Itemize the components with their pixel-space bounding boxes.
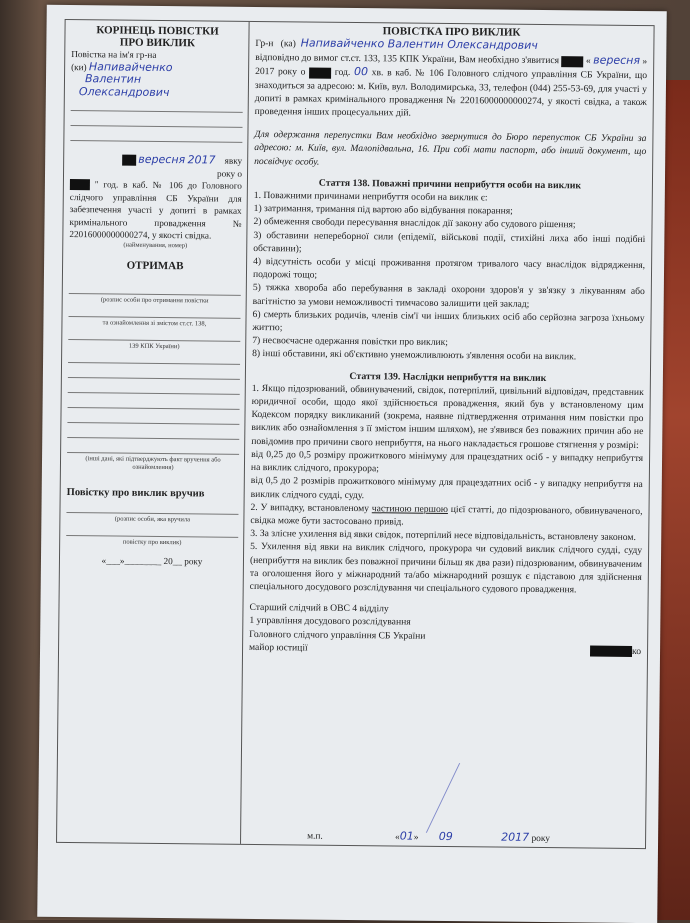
- article-138-item: 1) затримання, тримання під вартою або відбування покарання;: [253, 203, 513, 217]
- article-138-item: 7) несвоєчасне одержання повістки про виклик;: [252, 335, 449, 349]
- signature-block: [249, 601, 642, 658]
- stub-addressee-label: Повістка на ім'я гр-на: [71, 49, 157, 60]
- stub-blank-line: [71, 98, 243, 113]
- stub-name-caption: (найменування, номер): [123, 241, 188, 249]
- article-138-title: Стаття 138. Поважні причини неприбуття особи на виклик: [318, 177, 582, 192]
- stub-blank-line: [68, 395, 240, 410]
- summons-pass-note: Для одержання перепустки Вам необхідно звернутися до Бюро перепусток СБ України за адресою: м. Київ, вул. Малопідвальна, 16. При собі мати паспорт, або інший документ, що посвідчує особу.: [254, 129, 647, 168]
- signer-surname-suffix: ко: [632, 645, 642, 657]
- stub-handed-label: Повістку про виклик вручив: [66, 487, 205, 500]
- article-138-item: 6) смерть близьких родичів, членів сім'ї чи інших близьких осіб або серйозна загроза їхньому життю;: [252, 308, 645, 334]
- stub-caption-handed: (розпис особи, яка вручила: [114, 515, 191, 523]
- stub-caption-received: (розпис особи про отримання повістки: [100, 296, 209, 305]
- stub-title-line-2: ПРО ВИКЛИК: [119, 36, 196, 50]
- stub-date-line: «___»________ 20__ року: [101, 554, 203, 566]
- summons-handwritten-minutes: 00: [353, 65, 369, 79]
- summons-handwritten-name: Напивайченко Валентин Олександрович: [300, 36, 538, 52]
- article-139-p1a: від 0,25 до 0,5 розміру прожиткового мінімуму для працездатних осіб - у випадку неприбуття на виклик слідчого, прокурора;: [250, 448, 644, 475]
- stub-blank-line: [66, 500, 238, 515]
- redaction-box: [590, 646, 632, 657]
- article-139-p1b: від 0,5 до 2 розмірів прожиткового мінімуму для працездатних осіб - у випадку неприбуття на виклик слідчого судді, суду.: [250, 475, 643, 501]
- article-138-item: 4) відсутність особи у місці проживання протягом тривалого часу внаслідок відрядження, подорожі тощо;: [252, 256, 646, 281]
- article-138-item: 5) тяжка хвороба або перебування в закладі охорони здоров'я у зв'язку з лікуванням або вагітністю за умови неможливості тимчасово залишити цей заклад;: [252, 282, 645, 310]
- signer-rank: майор юстиції: [249, 641, 308, 654]
- article-139-p2-b: цієї статті, до підозрюваного, обвинуваченого, свідка може бути застосовано привід.: [250, 503, 643, 528]
- summons-document: [37, 5, 667, 923]
- stub-appear-label: явку: [224, 155, 243, 166]
- stub-blank-line: [66, 523, 238, 538]
- stub-ki: (ки): [71, 61, 87, 72]
- signer-line-4: [249, 641, 641, 658]
- signer-line-3: Головного слідчого управління СБ України: [249, 628, 426, 642]
- article-138-list: [252, 189, 646, 365]
- summons-p1b-text: 2017 року о: [255, 66, 306, 78]
- summons-title: ПОВІСТКА ПРО ВИКЛИК: [382, 25, 521, 39]
- stub-handwritten-year: 2017: [187, 153, 216, 167]
- redaction-box: [561, 56, 583, 67]
- summons-paragraph-1: відповідно до вимог ст.ст. 133, 135 КПК України, Вам необхідно з'явитися « вересня » 2017 року о год. 00 хв. в каб. № 106 Головного слідчого управління СБ України, що знаходиться за адресою: м. Київ, вул. Володимирська, 33, телефон (044) 255-53-69, для участі у допиті в рамках кримінального провадження № 22016000000000274, у якості свідка, а також проведення інших процесуальних дій.: [254, 52, 648, 119]
- stub-blank-line: [67, 425, 239, 440]
- stub-handwritten-firstname: Валентин: [84, 72, 142, 86]
- summons-p1c-text: хв. в каб. № 106 Головного слідчого управління СБ України, що знаходиться за адресою: м. Київ, вул. Володимирська, 33, телефон (044) 255-53-69, для участі у допиті в рамках кримінального провадження № 22016000000000274, у якості свідка, а також проведення інших процесуальних дій.: [254, 67, 648, 119]
- footer-handwritten-day: 01: [399, 829, 414, 843]
- redaction-box: [122, 155, 136, 166]
- redaction-box: [70, 179, 90, 190]
- stub-column: [66, 24, 244, 568]
- redaction-box: [309, 67, 331, 78]
- stub-blank-line: [69, 281, 241, 296]
- stub-blank-line: [68, 380, 240, 395]
- handwritten-signature: [426, 763, 590, 834]
- summons-footer: м.п. «01» 09 2017 року: [307, 829, 551, 845]
- summons-ka-label: (ка): [280, 38, 296, 50]
- summons-p1-text: відповідно до вимог ст.ст. 133, 135 КПК України, Вам необхідно з'явитися: [255, 52, 560, 67]
- article-139-p5: 5. Ухилення від явки на виклик слідчого, прокурора чи судовий виклик слідчого судді, суду (неприбуття на виклик без поважної причини більш як два рази) підозрюваним, обвинуваченим та оголошення його у міжнародний та/або міжнародний розшук є підставою для здійснення спеціального досудового розслідування чи спеціального судового провадження.: [249, 541, 643, 596]
- article-138-item: 8) інші обставини, які об'єктивно унеможливлюють з'явлення особи на виклик.: [252, 348, 577, 363]
- signer-surname: [590, 644, 641, 658]
- stub-office-text: " год. в каб. № 106 до Головного слідчого управління СБ України для забезпечення участі у допиті в рамках кримінального провадження № 22016000000000274, у якості свідка.: [69, 179, 242, 241]
- summons-hour-label: год.: [334, 67, 351, 79]
- article-138-item: 2) обмеження свободи пересування внаслідок дії закону або судового рішення;: [253, 216, 576, 231]
- footer-roku: року: [531, 833, 551, 845]
- summons-gr-label: Гр-н: [255, 37, 274, 50]
- article-139-p3: 3. За злісне ухилення від явки свідок, потерпілий несе відповідальність, встановлену законом.: [250, 528, 636, 544]
- article-139-p2: [250, 501, 642, 532]
- stub-received-heading: ОТРИМАВ: [126, 259, 184, 272]
- signer-line-1: Старший слідчий в ОВС 4 відділу: [249, 602, 389, 615]
- stub-handwritten-month: вересня: [138, 152, 186, 167]
- article-138-item: 1. Поважними причинами неприбуття особи на виклик є:: [253, 189, 488, 204]
- stub-caption-other: (інші дані, які підтверджують факт вручення або ознайомлення): [85, 455, 221, 472]
- article-139-title: Стаття 139. Наслідки неприбуття на виклик: [349, 370, 547, 384]
- stub-caption-familiar: та ознайомлення зі змістом ст.ст. 138,: [102, 319, 207, 328]
- stub-blank-line: [68, 327, 240, 342]
- article-139-p1: 1. Якщо підозрюваний, обвинувачений, свідок, потерпілий, цивільний відповідач, представник юридичної особи, щодо якої здійснюється провадження, який був у встановленому цим Кодексом порядку викликаний (зокрема, наявне підтвердження отримання ним повістки про виклик або ознайомлення з її змістом іншим шляхом), не з'явився без поважних причин або не повідомив про причини свого неприбуття, на нього накладається грошове стягнення у розмірі:: [251, 382, 644, 451]
- stub-title-line-1: КОРІНЕЦЬ ПОВІСТКИ: [96, 24, 219, 38]
- stub-handwritten-patronymic: Олександрович: [78, 84, 170, 99]
- signer-line-2: 1 управління досудового розслідування: [249, 615, 411, 628]
- stub-office-text-row: [69, 178, 242, 242]
- stub-title: [71, 24, 243, 50]
- stub-blank-line: [68, 365, 240, 380]
- stub-year-at: року о: [216, 168, 243, 179]
- article-139-p2-a: 2. У випадку, встановленому: [250, 501, 370, 514]
- footer-year: 2017: [501, 830, 530, 844]
- stub-blank-line: [67, 440, 239, 455]
- stub-caption-codex: 139 КПК України): [128, 342, 180, 351]
- stub-caption-handed2: повістку про виклик): [122, 538, 182, 546]
- summons-column: [249, 24, 648, 845]
- footer-handwritten-month: 09: [438, 829, 453, 844]
- stub-blank-line: [71, 113, 243, 128]
- summons-handwritten-month: вересня: [593, 53, 641, 68]
- stub-blank-line: [70, 128, 242, 143]
- article-139-p2-underlined: частиною першою: [371, 502, 449, 515]
- article-138-item: 3) обставини непереборної сили (епідемії, військові події, стихійні лиха або інші подібні обставини);: [253, 229, 646, 255]
- stub-handwritten-surname: Напивайченко: [88, 59, 173, 74]
- stub-blank-line: [67, 410, 239, 425]
- document-frame: [56, 19, 655, 849]
- stub-blank-line: [69, 304, 241, 319]
- stamp-place-label: м.п.: [307, 831, 323, 842]
- stub-blank-line: [68, 350, 240, 365]
